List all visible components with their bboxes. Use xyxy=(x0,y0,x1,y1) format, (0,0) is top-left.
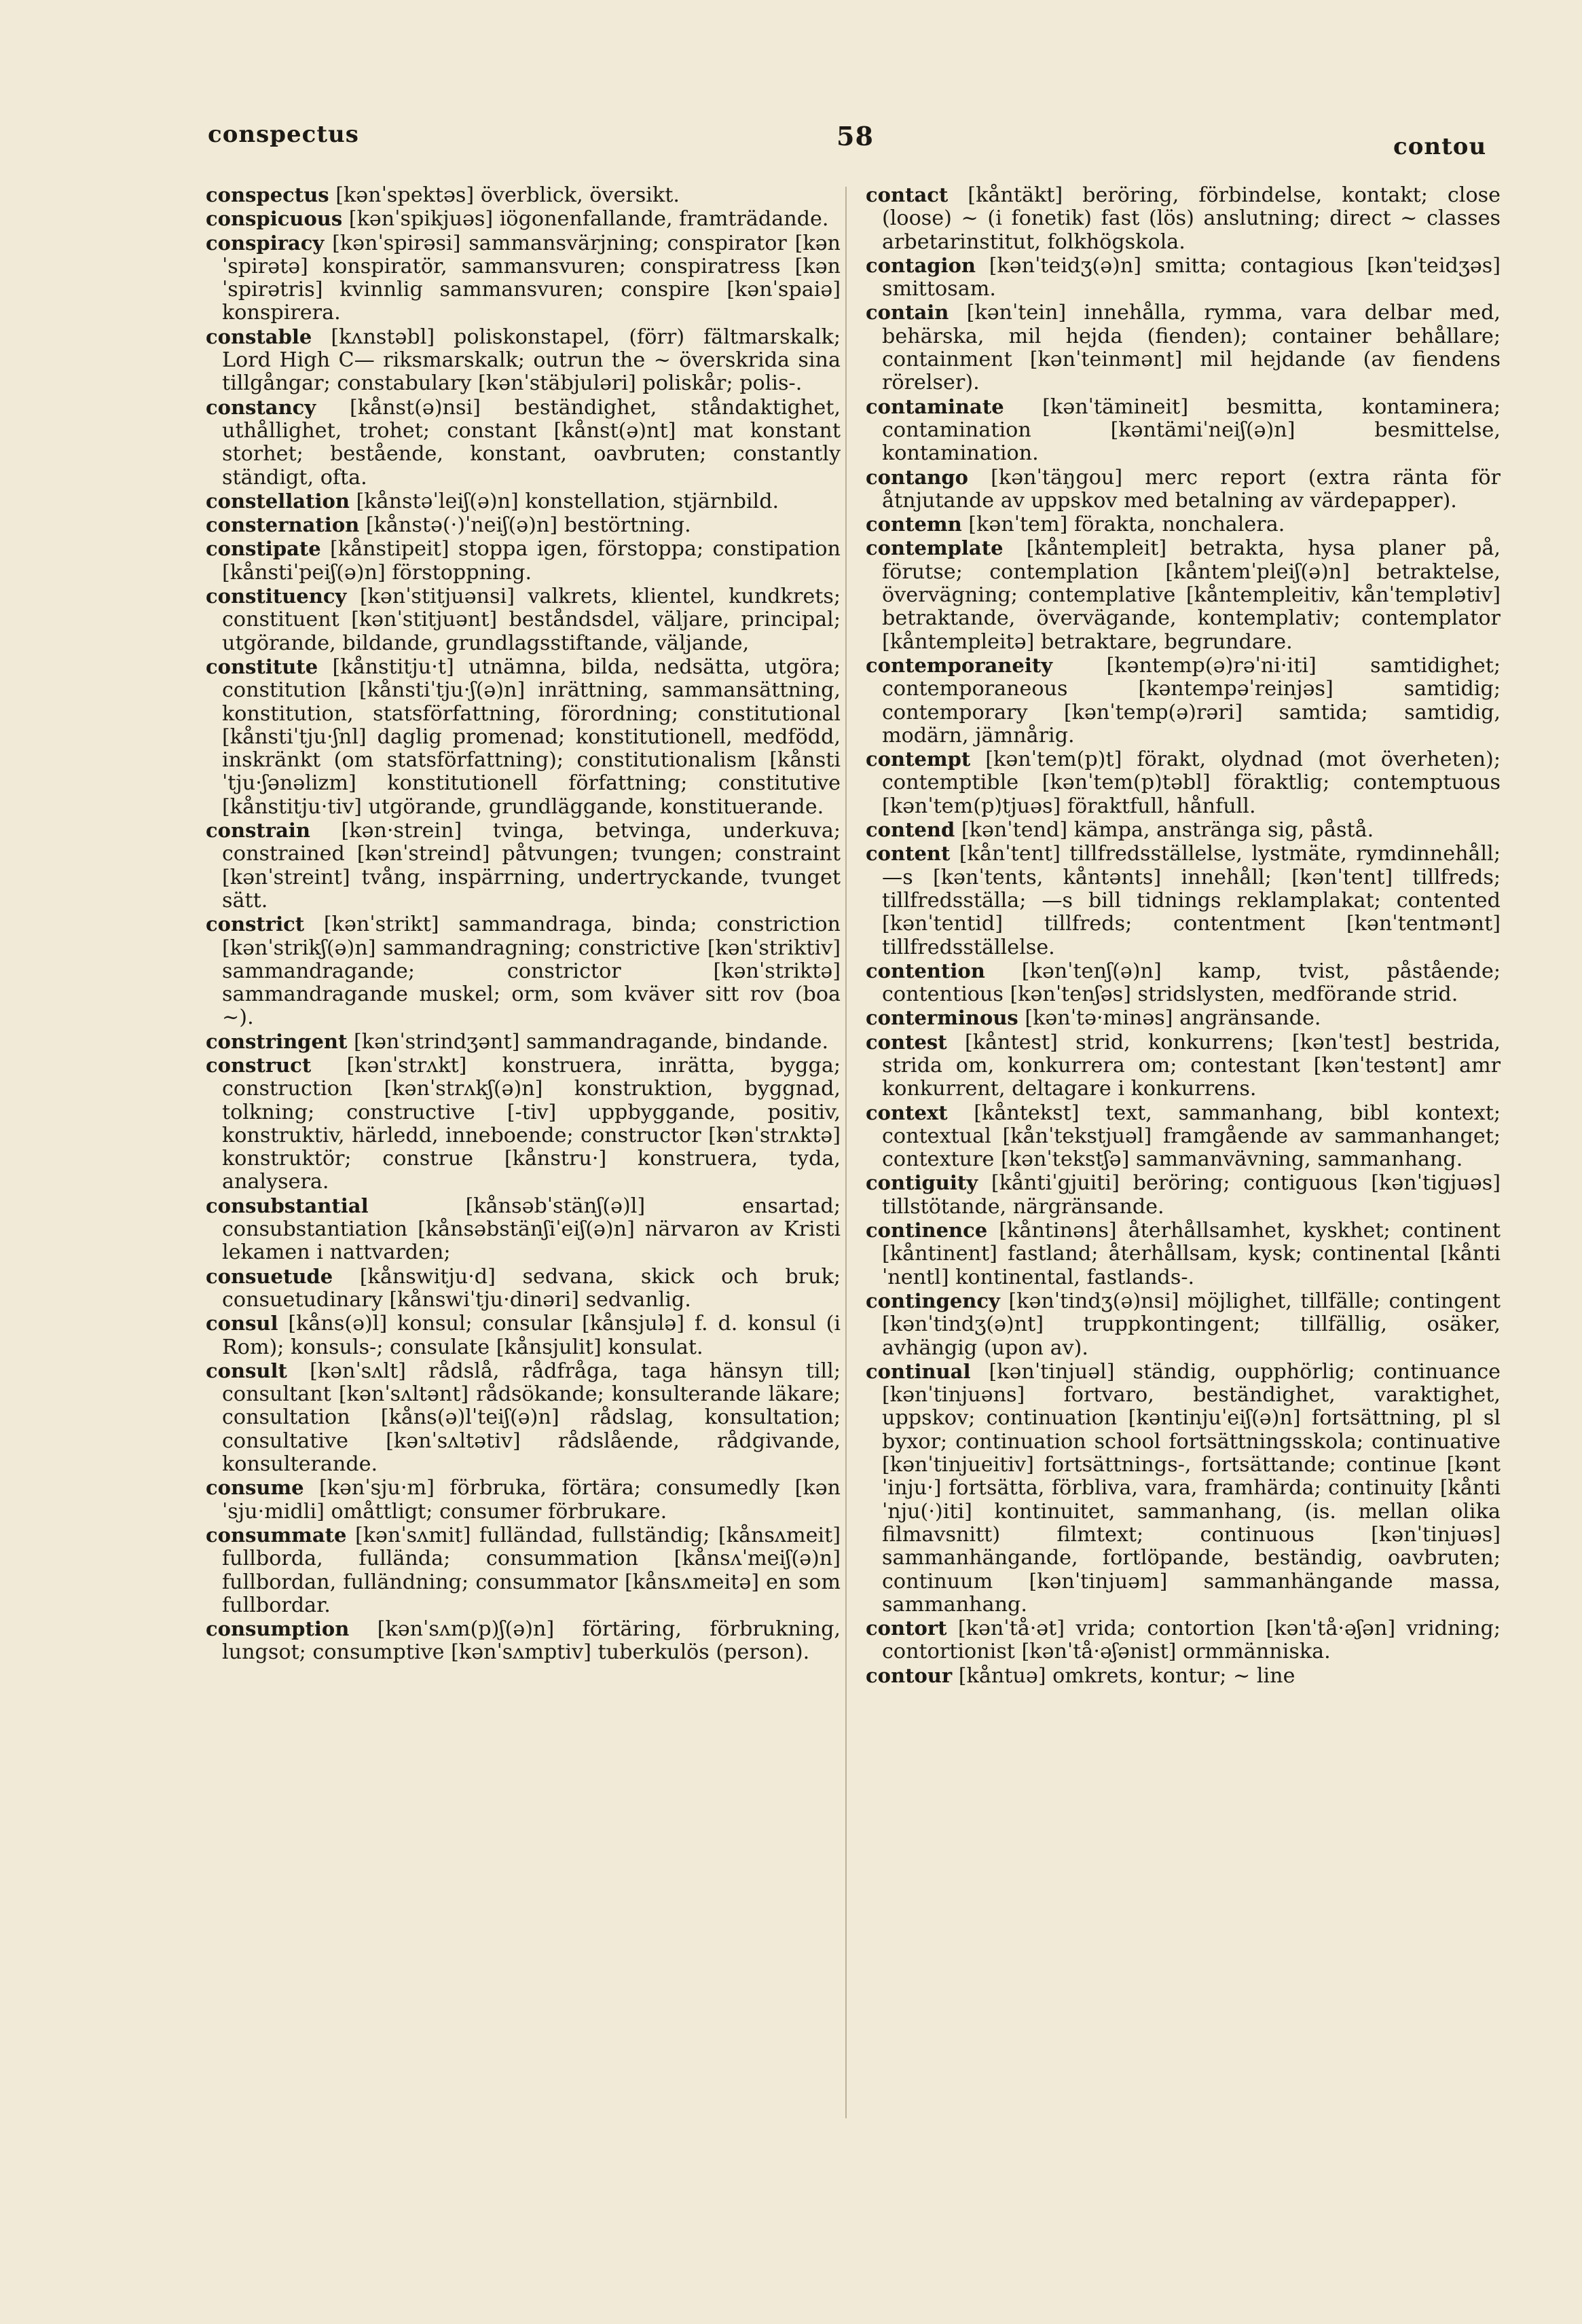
entry: content [kånˈtent] tillfredsställelse, lystmäte, rymdinnehåll; —s [kənˈtents, kåntənts] innehåll; [kənˈtent] tillfreds; tillfredsställa; —s bill tidnings reklamplakat; contented [kənˈtentid] tillfreds; contentment [kənˈtentmənt] tillfredsställelse. xyxy=(866,842,1501,959)
entry: contaminate [kənˈtämineit] besmitta, kontaminera; contamination [kəntämiˈneiʃ(ə)n] besmittelse, kontamination. xyxy=(866,394,1501,466)
entry: contempt [kənˈtem(p)t] förakt, olydnad (mot överheten); contemptible [kənˈtem(p)təbl] föraktlig; contemptuous [kənˈtem(p)tjuəs] föraktfull, hånfull. xyxy=(866,748,1501,818)
entry: construct [kənˈstrʌkt] konstruera, inrätta, bygga; construction [kənˈstrʌkʃ(ə)n] konstruktion, byggnad, tolkning; constructive [-tiv] uppbyggande, positiv, konstruktiv, härledd, inneboende; constructor [kənˈstrʌktə] konstruktör; construe [kånstru·] konstruera, tyda, analysera. xyxy=(206,1053,841,1194)
headword: constitute xyxy=(206,654,318,678)
headword: consternation xyxy=(206,513,360,537)
headword: contact xyxy=(866,183,949,206)
headword: constellation xyxy=(206,489,350,513)
entry: contagion [kənˈteidʒ(ə)n] smitta; contagious [kənˈteidʒəs] smittosam. xyxy=(866,253,1501,301)
headword: consuetude xyxy=(206,1264,333,1288)
headword: constringent xyxy=(206,1029,348,1053)
headword: contingency xyxy=(866,1289,1000,1312)
headword: conspectus xyxy=(206,183,329,206)
entry: continual [kənˈtinjuəl] ständig, oupphörlig; continuance [kənˈtinjuəns] fortvaro, beständighet, varaktighet, uppskov; continuation [kəntinjuˈeiʃ(ə)n] fortsättning, pl sl byxor; continuation school fortsättningsskola; continuative [kənˈtinjueitiv] fortsättnings-, fortsättande; continue [kəntˈinju·] fortsätta, förbliva, vara, framhärda; continuity [kåntiˈnju(·)iti] kontinuitet, sammanhang, (is. mellan olika filmavsnitt) filmtext; continuous [kənˈtinjuəs] sammanhängande, fortlöpande, beständig, oavbruten; continuum [kənˈtinjuəm] sammanhängande massa, sammanhang. xyxy=(866,1359,1501,1617)
entry: constrain [kən·strein] tvinga, betvinga, underkuva; constrained [kənˈstreind] påtvungen; tvungen; constraint [kənˈstreint] tvång, inspärrning, undertryckande, tvunget sätt. xyxy=(206,819,841,912)
entry: consternation [kånstə(·)ˈneiʃ(ə)n] bestörtning. xyxy=(206,513,691,538)
headword: context xyxy=(866,1101,948,1124)
entry: consummate [kənˈsʌmit] fulländad, fullständig; [kånsʌmeit] fullborda, fulländа; consummation [kånsʌˈmeiʃ(ə)n] fullbordan, fulländning; consummator [kånsʌmeitə] en som fullbordar. xyxy=(206,1523,841,1617)
entry: continence [kåntinəns] återhållsamhet, kyskhet; continent [kåntinent] fastland; återhållsam, kysk; continental [kåntiˈnentl] kontinental, fastlands-. xyxy=(866,1219,1501,1289)
headword: content xyxy=(866,842,951,866)
entry: conspiracy [kənˈspirəsi] sammansvärjning; conspirator [kənˈspirətə] konspiratör, sammansvuren; conspiratress [kənˈspirətris] kvinnlig sammansvuren; conspire [kənˈspaiə] konspirera. xyxy=(206,231,841,325)
entry: consuetude [kånswitju·d] sedvana, skick och bruk; consuetudinary [kånswiˈtju·dinəri] sedvanlig. xyxy=(206,1264,841,1312)
entry: contain [kənˈtein] innehålla, rymma, vara delbar med, behärska, mil hejda (fienden); container behållare; containment [kənˈteinmənt] mil hejdande (av fiendens rörelser). xyxy=(866,301,1501,395)
headword: contort xyxy=(866,1617,947,1640)
entry: conspectus [kənˈspektəs] överblick, översikt. xyxy=(206,183,680,207)
running-head-left: conspectus xyxy=(208,121,359,148)
entry: consult [kənˈsʌlt] rådslå, rådfråga, taga hänsyn till; consultant [kənˈsʌltənt] rådsökande; konsulterande läkare; consultation [kåns(ə)lˈteiʃ(ə)n] rådslag, konsultation; consultative [kənˈsʌltətiv] rådslående, rådgivande, konsulterande. xyxy=(206,1359,841,1477)
headword: contain xyxy=(866,301,949,325)
headword: constituency xyxy=(206,585,347,608)
headword: conspiracy xyxy=(206,231,325,255)
headword: contemplate xyxy=(866,536,1004,560)
headword: constrain xyxy=(206,819,310,843)
entry: constitute [kånstitju·t] utnämna, bilda, nedsätta, utgöra; constitution [kånstiˈtju·ʃ(ə)n] inrättning, sammansättning, konstitution, statsförfattning, förordning; constitutional [kånstiˈtju·ʃnl] daglig promenad; konstitutionell, medfödd, inskränkt (om statsförfattning); constitutionalism [kånstiˈtju·ʃənəlizm] konstitutionell författning; constitutive [kånstitju·tiv] utgörande, grundläggande, konstituerande. xyxy=(206,654,841,819)
headword: continence xyxy=(866,1219,988,1242)
entry: context [kåntekst] text, sammanhang, bibl kontext; contextual [kånˈtekstjuəl] framgående av sammanhanget; contexture [kənˈtekstʃə] sammanvävning, sammanhang. xyxy=(866,1101,1501,1172)
entry: constringent [kənˈstrindʒənt] sammandragande, bindande. xyxy=(206,1029,829,1054)
entry: contend [kənˈtend] kämpa, anstränga sig, påstå. xyxy=(866,818,1374,843)
entry: constable [kʌnstəbl] poliskonstapel, (förr) fältmarskalk; Lord High C— riksmarskalk; outrun the ~ överskrida sina tillgångar; constabulary [kənˈstäbjuləri] poliskår; polis-. xyxy=(206,325,841,396)
entry: contention [kənˈtenʃ(ə)n] kamp, tvist, påstående; contentious [kənˈtenʃəs] stridslysten, medförande strid. xyxy=(866,959,1501,1007)
entry: constellation [kånstəˈleiʃ(ə)n] konstellation, stjärnbild. xyxy=(206,489,779,513)
entry: consumption [kənˈsʌm(p)ʃ(ə)n] förtäring, förbrukning, lungsot; consumptive [kənˈsʌmptiv] tuberkulös (person). xyxy=(206,1617,841,1665)
headword: contango xyxy=(866,465,968,489)
headword: consummate xyxy=(206,1523,347,1547)
headword: consult xyxy=(206,1359,287,1382)
headword: constable xyxy=(206,325,312,348)
entry: contemporaneity [kəntemp(ə)rəˈni·iti] samtidighet; contemporaneous [kəntempəˈreinjəs] samtidig; contemporary [kənˈtemp(ə)rəri] samtida; samtidig, modärn, jämnårig. xyxy=(866,653,1501,748)
left-column xyxy=(206,183,841,1665)
entry: contemplate [kåntempleit] betrakta, hysa planer på, förutse; contemplation [kåntemˈpleiʃ(ə)n] betraktelse, övervägning; contemplative [kåntempleitiv, kånˈtemplətiv] betraktande, övervägande, kontemplativ; contemplator [kåntempleitə] betraktare, begrundare. xyxy=(866,536,1501,654)
entry: contemn [kənˈtem] förakta, nonchalera. xyxy=(866,513,1285,537)
entry: contango [kənˈtäŋgou] merc report (extra ränta för åtnjutande av uppskov med betalning av värdepapper). xyxy=(866,465,1501,513)
entry: contact [kåntäkt] beröring, förbindelse, kontakt; close (loose) ~ (i fonetik) fast (lös) anslutning; direct ~ classes arbetarinstitut, folkhögskola. xyxy=(866,183,1501,254)
headword: construct xyxy=(206,1053,312,1077)
page-number: 58 xyxy=(836,121,874,151)
headword: continual xyxy=(866,1359,971,1383)
headword: contour xyxy=(866,1663,953,1687)
entry: contiguity [kåntiˈgjuiti] beröring; contiguous [kənˈtigjuəs] tillstötande, närgränsande. xyxy=(866,1171,1501,1219)
entry: contort [kənˈtå·ət] vrida; contortion [kənˈtå·əʃən] vridning; contortionist [kənˈtå·əʃənist] ormmänniska. xyxy=(866,1617,1501,1664)
entry: consume [kənˈsju·m] förbruka, förtära; consumedly [kənˈsju·midli] omåttligt; consumer förbrukare. xyxy=(206,1476,841,1524)
headword: constipate xyxy=(206,537,321,561)
entry: conterminous [kənˈtə·minəs] angränsande. xyxy=(866,1006,1321,1031)
headword: contempt xyxy=(866,748,971,771)
entry: consul [kåns(ə)l] konsul; consular [kånsjulə] f. d. konsul (i Rom); konsuls-; consulate [kånsjulit] konsulat. xyxy=(206,1312,841,1359)
headword: conspicuous xyxy=(206,207,343,231)
headword: contemn xyxy=(866,513,962,536)
entry: constancy [kånst(ə)nsi] beständighet, ståndaktighet, uthållighet, trohet; constant [kånst(ə)nt] mat konstant storhet; bestående, konstant, oavbruten; constantly ständigt, ofta. xyxy=(206,395,841,490)
headword: constancy xyxy=(206,395,316,419)
headword: contest xyxy=(866,1030,947,1054)
entry: consubstantial [kånsəbˈstänʃ(ə)l] ensartad; consubstantiation [kånsəbstänʃiˈeiʃ(ə)n] närvaron av Kristi lekamen i nattvarden; xyxy=(206,1194,841,1265)
entry: constrict [kənˈstrikt] sammandraga, binda; constriction [kənˈstrikʃ(ə)n] sammandragning; constrictive [kənˈstriktiv] sammandragande; constrictor [kənˈstriktə] sammandragande muskel; orm, som kväver sitt rov (boa ~). xyxy=(206,912,841,1030)
headword: consume xyxy=(206,1476,304,1500)
entry: contingency [kənˈtindʒ(ə)nsi] möjlighet, tillfälle; contingent [kənˈtindʒ(ə)nt] truppkontingent; tillfällig, osäker, avhängig (upon av). xyxy=(866,1289,1501,1360)
entry: constituency [kənˈstitjuənsi] valkrets, klientel, kundkrets; constituent [kənˈstitjuənt] beståndsdel, väljare, principal; utgörande, bildande, grundlagsstiftande, väljande, xyxy=(206,585,841,655)
running-head-right: contou xyxy=(1393,133,1487,160)
headword: contend xyxy=(866,818,955,842)
headword: contaminate xyxy=(866,394,1004,418)
headword: conterminous xyxy=(866,1006,1018,1030)
headword: consumption xyxy=(206,1617,350,1641)
headword: contemporaneity xyxy=(866,653,1053,677)
entry: conspicuous [kənˈspikjuəs] iögonenfallande, framträdande. xyxy=(206,207,829,232)
right-column xyxy=(866,183,1501,1688)
headword: contention xyxy=(866,959,985,982)
column-divider xyxy=(845,187,847,2118)
entry: contest [kåntest] strid, konkurrens; [kənˈtest] bestrida, strida om, konkurrera om; contestant [kənˈtestənt] amr konkurrent, deltagare i konkurrens. xyxy=(866,1030,1501,1101)
entry: contour [kåntuə] omkrets, kontur; ~ line xyxy=(866,1663,1295,1688)
headword: contagion xyxy=(866,253,976,277)
entry: constipate [kånstipeit] stoppa igen, förstoppa; constipation [kånstiˈpeiʃ(ə)n] förstoppning. xyxy=(206,537,841,585)
headword: constrict xyxy=(206,912,305,936)
headword: consubstantial xyxy=(206,1194,369,1217)
headword: consul xyxy=(206,1312,278,1335)
headword: contiguity xyxy=(866,1171,978,1195)
